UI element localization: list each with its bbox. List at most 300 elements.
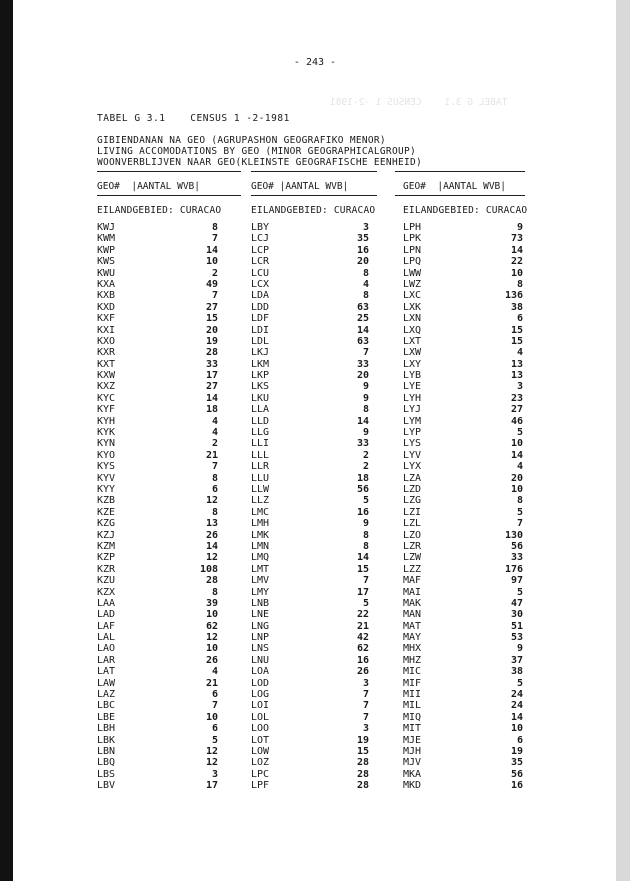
aantal-value: 62 (356, 643, 369, 655)
table-row (403, 552, 553, 563)
aantal-value: 33 (205, 358, 218, 370)
geo-code: MJE (403, 734, 422, 746)
aantal-value: 26 (205, 529, 218, 541)
aantal-value: 10 (205, 256, 218, 268)
table-row (251, 518, 401, 529)
geo-code: LZD (403, 483, 422, 495)
aantal-value: 28 (356, 757, 369, 769)
table-row (403, 530, 553, 541)
aantal-value: 2 (362, 461, 369, 473)
aantal-value: 28 (205, 575, 218, 587)
aantal-value: 7 (211, 290, 218, 302)
geo-code: KZR (97, 563, 116, 575)
aantal-value: 8 (362, 529, 369, 541)
geo-code: KXA (97, 278, 116, 290)
geo-code: LOW (251, 745, 270, 757)
table-row (403, 598, 553, 609)
aantal-value: 3 (362, 723, 369, 735)
aantal-value: 14 (510, 244, 523, 256)
aantal-value: 7 (211, 461, 218, 473)
table-row (251, 290, 401, 301)
geo-code: LPC (251, 768, 270, 780)
table-row (251, 393, 401, 404)
aantal-value: 10 (510, 483, 523, 495)
table-row (97, 552, 247, 563)
aantal-value: 7 (362, 575, 369, 587)
geo-code: LLI (251, 438, 270, 450)
aantal-value: 37 (510, 654, 523, 666)
table-row (403, 575, 553, 586)
table-row (97, 473, 247, 484)
geo-code: KWP (97, 244, 116, 256)
aantal-value: 7 (362, 689, 369, 701)
aantal-value: 33 (356, 358, 369, 370)
separator (251, 195, 377, 196)
geo-code: MII (403, 689, 422, 701)
aantal-value: 176 (504, 563, 523, 575)
aantal-value: 28 (356, 768, 369, 780)
geo-code: KYS (97, 461, 116, 473)
geo-code: LLU (251, 472, 270, 484)
aantal-value: 2 (211, 267, 218, 279)
table-row (97, 587, 247, 598)
table-row (403, 381, 553, 392)
geo-code: KZJ (97, 529, 116, 541)
table-row (97, 302, 247, 313)
aantal-value: 56 (510, 540, 523, 552)
table-row (97, 427, 247, 438)
geo-code: MAK (403, 597, 422, 609)
table-row (251, 530, 401, 541)
table-row (403, 268, 553, 279)
table-row (97, 347, 247, 358)
geo-code: LXW (403, 347, 422, 359)
geo-code: LNG (251, 620, 270, 632)
table-row (403, 450, 553, 461)
table-row (251, 746, 401, 757)
table-row (403, 541, 553, 552)
geo-code: LNP (251, 632, 270, 644)
aantal-value: 108 (199, 563, 218, 575)
geo-code: LLA (251, 404, 270, 416)
col1-eilandgebied: EILANDGEBIED: CURACAO (97, 205, 222, 216)
geo-code: LOG (251, 689, 270, 701)
aantal-value: 16 (356, 654, 369, 666)
geo-code: LPQ (403, 256, 422, 268)
aantal-value: 56 (510, 768, 523, 780)
table-row (97, 381, 247, 392)
table-row (251, 689, 401, 700)
heading-dutch: WOONVERBLIJVEN NAAR GEO(KLEINSTE GEOGRAFISCHE EENHEID) (97, 157, 423, 168)
aantal-value: 14 (356, 324, 369, 336)
table-row (97, 222, 247, 233)
heading-papiamentu: GIBIENDANAN NA GEO (AGRUPASHON GEOGRAFIKO MENOR) (97, 135, 386, 146)
table-row (403, 461, 553, 472)
scan-right-edge (616, 0, 630, 881)
aantal-value: 9 (362, 392, 369, 404)
table-row (403, 302, 553, 313)
geo-code: LKM (251, 358, 270, 370)
aantal-value: 22 (356, 609, 369, 621)
table-row (97, 507, 247, 518)
geo-code: LNB (251, 597, 270, 609)
table-row (251, 700, 401, 711)
table-row (403, 404, 553, 415)
aantal-value: 9 (516, 222, 523, 233)
table-row (251, 359, 401, 370)
table-row (97, 484, 247, 495)
geo-code: LBC (97, 700, 116, 712)
geo-code: LDL (251, 335, 270, 347)
aantal-value: 2 (211, 438, 218, 450)
geo-code: KZM (97, 540, 116, 552)
table-title: TABEL G 3.1 CENSUS 1 -2-1981 (97, 113, 290, 124)
aantal-value: 15 (356, 563, 369, 575)
geo-code: KZU (97, 575, 116, 587)
table-row (251, 450, 401, 461)
table-row (403, 757, 553, 768)
geo-code: KXD (97, 301, 116, 313)
table-row (97, 632, 247, 643)
table-row (403, 438, 553, 449)
table-row (97, 313, 247, 324)
table-row (403, 700, 553, 711)
bleed-through: TABEL G 3.1 CENSUS 1 -2-1981 (330, 97, 508, 108)
table-row (251, 564, 401, 575)
table-row (403, 256, 553, 267)
aantal-value: 9 (362, 381, 369, 393)
geo-code: MIT (403, 723, 422, 735)
table-row (97, 564, 247, 575)
aantal-value: 7 (362, 347, 369, 359)
geo-code: LAA (97, 597, 116, 609)
table-row (251, 381, 401, 392)
geo-code: LYE (403, 381, 422, 393)
aantal-value: 3 (211, 768, 218, 780)
aantal-value: 38 (510, 666, 523, 678)
table-row (97, 336, 247, 347)
geo-code: LMK (251, 529, 270, 541)
geo-code: LBE (97, 711, 116, 723)
aantal-value: 5 (362, 495, 369, 507)
geo-code: LMH (251, 518, 270, 530)
geo-code: KYO (97, 449, 116, 461)
geo-code: MAY (403, 632, 422, 644)
geo-code: MIF (403, 677, 422, 689)
scan-left-edge (0, 0, 13, 881)
separator (97, 171, 241, 172)
geo-code: KZX (97, 586, 116, 598)
geo-code: LMC (251, 506, 270, 518)
geo-code: LPF (251, 780, 270, 792)
aantal-value: 5 (516, 427, 523, 439)
geo-code: LAW (97, 677, 116, 689)
table-row (403, 279, 553, 290)
table-row (251, 723, 401, 734)
col1-header: GEO# |AANTAL WVB| (97, 181, 200, 192)
aantal-value: 17 (205, 780, 218, 792)
aantal-value: 19 (510, 745, 523, 757)
aantal-value: 10 (205, 643, 218, 655)
geo-code: LLG (251, 427, 270, 439)
geo-code: KYN (97, 438, 116, 450)
aantal-value: 4 (516, 347, 523, 359)
aantal-value: 15 (510, 324, 523, 336)
aantal-value: 8 (362, 267, 369, 279)
table-row (97, 530, 247, 541)
table-row (251, 552, 401, 563)
geo-code: KXI (97, 324, 116, 336)
aantal-value: 10 (510, 723, 523, 735)
table-row (251, 336, 401, 347)
aantal-value: 13 (205, 518, 218, 530)
aantal-value: 8 (211, 472, 218, 484)
aantal-value: 4 (211, 415, 218, 427)
table-row (403, 723, 553, 734)
table-row (251, 222, 401, 233)
aantal-value: 10 (510, 438, 523, 450)
aantal-value: 38 (510, 301, 523, 313)
col3-header: GEO# |AANTAL WVB| (403, 181, 506, 192)
geo-code: LOT (251, 734, 270, 746)
data-column-3 (403, 222, 553, 792)
geo-code: LPK (403, 233, 422, 245)
aantal-value: 16 (356, 244, 369, 256)
geo-code: MHX (403, 643, 422, 655)
geo-code: KWM (97, 233, 116, 245)
table-row (97, 621, 247, 632)
geo-code: LBK (97, 734, 116, 746)
aantal-value: 53 (510, 632, 523, 644)
geo-code: LDF (251, 313, 270, 325)
aantal-value: 27 (205, 301, 218, 313)
aantal-value: 20 (356, 256, 369, 268)
geo-code: LOD (251, 677, 270, 689)
table-row (97, 518, 247, 529)
geo-code: LXY (403, 358, 422, 370)
geo-code: KXR (97, 347, 116, 359)
table-row (97, 450, 247, 461)
table-row (251, 621, 401, 632)
aantal-value: 26 (356, 666, 369, 678)
table-row (97, 712, 247, 723)
aantal-value: 8 (362, 290, 369, 302)
geo-code: KYY (97, 483, 116, 495)
aantal-value: 4 (516, 461, 523, 473)
aantal-value: 21 (356, 620, 369, 632)
aantal-value: 7 (211, 700, 218, 712)
aantal-value: 12 (205, 495, 218, 507)
aantal-value: 49 (205, 278, 218, 290)
geo-code: LYX (403, 461, 422, 473)
geo-code: LZO (403, 529, 422, 541)
table-row (251, 757, 401, 768)
geo-code: LAZ (97, 689, 116, 701)
geo-code: LDI (251, 324, 270, 336)
aantal-value: 26 (205, 654, 218, 666)
aantal-value: 16 (356, 506, 369, 518)
geo-code: LLW (251, 483, 270, 495)
table-row (251, 416, 401, 427)
table-row (251, 712, 401, 723)
geo-code: LXQ (403, 324, 422, 336)
geo-code: LMY (251, 586, 270, 598)
table-row (251, 507, 401, 518)
table-row (97, 643, 247, 654)
aantal-value: 14 (356, 552, 369, 564)
geo-code: LZA (403, 472, 422, 484)
table-row (403, 290, 553, 301)
geo-code: LYM (403, 415, 422, 427)
geo-code: LYP (403, 427, 422, 439)
aantal-value: 17 (356, 586, 369, 598)
geo-code: LYJ (403, 404, 422, 416)
table-row (403, 643, 553, 654)
table-row (251, 655, 401, 666)
table-row (97, 598, 247, 609)
table-row (251, 473, 401, 484)
geo-code: LKP (251, 370, 270, 382)
table-row (251, 495, 401, 506)
geo-code: MHZ (403, 654, 422, 666)
geo-code: LMN (251, 540, 270, 552)
geo-code: MKD (403, 780, 422, 792)
geo-code: LBS (97, 768, 116, 780)
geo-code: LLL (251, 449, 270, 461)
aantal-value: 21 (205, 677, 218, 689)
geo-code: LOL (251, 711, 270, 723)
aantal-value: 35 (356, 233, 369, 245)
aantal-value: 4 (211, 666, 218, 678)
page-number: - 243 - (293, 57, 337, 68)
aantal-value: 6 (516, 734, 523, 746)
table-row (97, 757, 247, 768)
geo-code: LAF (97, 620, 116, 632)
geo-code: LWZ (403, 278, 422, 290)
geo-code: KYC (97, 392, 116, 404)
table-row (251, 735, 401, 746)
geo-code: MJV (403, 757, 422, 769)
geo-code: LKJ (251, 347, 270, 359)
table-row (97, 438, 247, 449)
aantal-value: 21 (205, 449, 218, 461)
geo-code: MIL (403, 700, 422, 712)
geo-code: KXB (97, 290, 116, 302)
geo-code: LLZ (251, 495, 270, 507)
aantal-value: 6 (211, 483, 218, 495)
geo-code: LYV (403, 449, 422, 461)
aantal-value: 5 (362, 597, 369, 609)
table-row (97, 769, 247, 780)
aantal-value: 63 (356, 301, 369, 313)
table-row (403, 347, 553, 358)
geo-code: KYF (97, 404, 116, 416)
table-row (251, 598, 401, 609)
table-row (97, 359, 247, 370)
table-row (97, 416, 247, 427)
geo-code: MAI (403, 586, 422, 598)
aantal-value: 24 (510, 700, 523, 712)
aantal-value: 13 (510, 370, 523, 382)
table-row (251, 370, 401, 381)
geo-code: MAN (403, 609, 422, 621)
table-row (251, 233, 401, 244)
table-row (251, 438, 401, 449)
aantal-value: 7 (362, 700, 369, 712)
aantal-value: 15 (510, 335, 523, 347)
table-row (251, 302, 401, 313)
table-row (97, 245, 247, 256)
table-row (97, 655, 247, 666)
aantal-value: 3 (516, 381, 523, 393)
col2-header: GEO# |AANTAL WVB| (251, 181, 349, 192)
geo-code: MKA (403, 768, 422, 780)
aantal-value: 14 (510, 449, 523, 461)
table-row (403, 587, 553, 598)
geo-code: KXF (97, 313, 116, 325)
table-row (403, 712, 553, 723)
table-row (251, 587, 401, 598)
geo-code: LBH (97, 723, 116, 735)
table-row (403, 233, 553, 244)
aantal-value: 4 (211, 427, 218, 439)
aantal-value: 35 (510, 757, 523, 769)
aantal-value: 6 (211, 689, 218, 701)
geo-code: LXK (403, 301, 422, 313)
table-row (403, 564, 553, 575)
heading-english: LIVING ACCOMODATIONS BY GEO (MINOR GEOGRAPHICALGROUP) (97, 146, 417, 157)
geo-code: LNE (251, 609, 270, 621)
aantal-value: 20 (510, 472, 523, 484)
aantal-value: 5 (516, 677, 523, 689)
table-row (403, 621, 553, 632)
table-row (403, 609, 553, 620)
table-row (403, 393, 553, 404)
geo-code: KYV (97, 472, 116, 484)
aantal-value: 3 (362, 677, 369, 689)
aantal-value: 30 (510, 609, 523, 621)
table-row (97, 609, 247, 620)
geo-code: KXW (97, 370, 116, 382)
geo-code: LYH (403, 392, 422, 404)
geo-code: LAR (97, 654, 116, 666)
aantal-value: 73 (510, 233, 523, 245)
geo-code: KZP (97, 552, 116, 564)
table-row (97, 746, 247, 757)
separator (395, 195, 525, 196)
geo-code: LAO (97, 643, 116, 655)
geo-code: KWJ (97, 222, 116, 233)
aantal-value: 33 (356, 438, 369, 450)
aantal-value: 17 (205, 370, 218, 382)
table-row (403, 359, 553, 370)
geo-code: LCJ (251, 233, 270, 245)
table-row (251, 678, 401, 689)
geo-code: LXN (403, 313, 422, 325)
table-row (403, 473, 553, 484)
table-row (251, 313, 401, 324)
table-row (97, 393, 247, 404)
table-row (403, 495, 553, 506)
table-row (97, 461, 247, 472)
table-row (97, 233, 247, 244)
geo-code: LDA (251, 290, 270, 302)
geo-code: LYS (403, 438, 422, 450)
geo-code: KYK (97, 427, 116, 439)
aantal-value: 8 (211, 506, 218, 518)
geo-code: KYH (97, 415, 116, 427)
table-row (403, 666, 553, 677)
